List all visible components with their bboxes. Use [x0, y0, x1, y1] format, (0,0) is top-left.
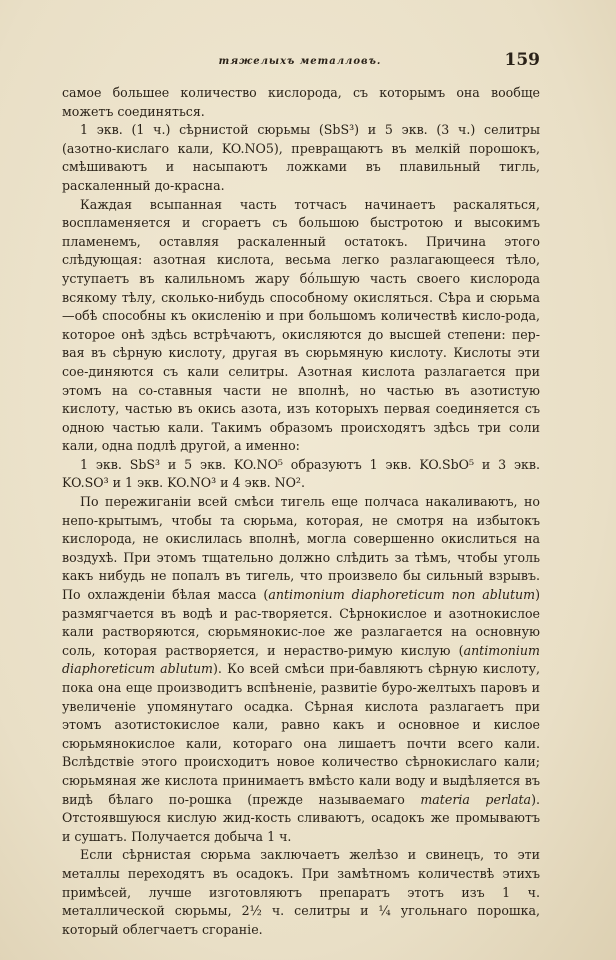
- paragraph: [62, 493, 540, 846]
- body-text: [62, 84, 540, 939]
- paragraph: [62, 121, 540, 195]
- paragraph-text: ). Отстоявшуюся кислую жид-кость сливаютъ, осадокъ же промываютъ и сушатъ. Получается добыча 1 ч.: [62, 791, 540, 844]
- paragraph: [62, 84, 540, 121]
- latin-term: antimonium diaphoreticum non ablutum: [268, 587, 536, 603]
- paragraph-text: Если сѣрнистая сюрьма заключаетъ желѣзо и свинецъ, то эти металлы переходятъ въ осадокъ. При замѣтномъ количествѣ этихъ примѣсей, лучше изготовляютъ препаратъ этотъ изъ 1 ч. металлической сюрьмы, 2½ ч. селитры и ¼ угольнаго порошка, который облегчаетъ сгораніе.: [62, 847, 540, 937]
- paragraph-text: ) размягчается въ водѣ и рас-творяется. Сѣрнокислое и азотнокислое кали растворяются, сюрьмянокис-лое же разлагается на основную соль, которая растворяется, и нераство-римую кислую (: [62, 587, 540, 658]
- paragraph: [62, 196, 540, 456]
- paragraph-text: Каждая всыпанная часть тотчасъ начинаетъ раскаляться, воспламеняется и сгораетъ съ большою быстротою и высокимъ пламенемъ, оставляя раскаленный остатокъ. Причина этого слѣдующая: азотная кислота, весьма легко разлагающееся тѣло, уступаетъ въ калильномъ жару бóльшую часть своего кислорода всякому тѣлу, сколько-нибудь способному окисляться. Сѣра и сюрьма—обѣ способны къ окисленію и при большомъ количествѣ кисло-рода, которое онѣ здѣсь встрѣчаютъ, окисляются до высшей степени: пер-вая въ сѣрную кислоту, другая въ сюрьмяную кислоту. Кислоты эти сое-диняются съ кали селитры. Азотная кислота разлагается при этомъ на со-ставныя части не вполнѣ, но частью въ азотистую кислоту, частью въ окись азота, изъ которыхъ первая соединяется съ одною частью кали. Такимъ образомъ происходятъ здѣсь три соли кали, одна подлѣ другой, а именно:: [62, 196, 540, 454]
- paragraph-text: самое большее количество кислорода, съ которымъ она вообще можетъ соединяться.: [62, 85, 540, 119]
- latin-term: antimonium diaphoreticum ablutum: [62, 642, 540, 677]
- latin-term: materia perlata: [420, 791, 532, 807]
- paragraph-text: По пережиганіи всей смѣси тигель еще полчаса накаливаютъ, но непо-крытымъ, чтобы та сюрьма, которая, не смотря на избытокъ кислорода, не окислилась вполнѣ, могла совершенно окислиться на воздухѣ. При этомъ тщательно должно слѣдить за тѣмъ, чтобы уголь какъ нибудь не попалъ въ тигель, что произвело бы сильный взрывъ. По охлажденіи бѣлая масса (: [62, 494, 540, 603]
- paragraph: [62, 846, 540, 939]
- page-number: 159: [504, 50, 540, 70]
- running-title: тяжелыхъ металловъ.: [218, 56, 382, 67]
- paragraph: [62, 456, 540, 493]
- paragraph-text: ). Ко всей смѣси при-бавляютъ сѣрную кислоту, пока она еще производитъ вспѣненіе, развитіе буро-желтыхъ паровъ и увеличеніе упомянутаго осадка. Сѣрная кислота разлагаетъ при этомъ азотистокислое кали, равно какъ и основное и кислое сюрьмянокислое кали, котораго она лишаетъ почти всего кали. Вслѣдствіе этого происходитъ новое количество сѣрнокислаго кали; сюрьмяная же кислота принимаетъ вмѣсто кали воду и выдѣляется въ видѣ бѣлаго по-рошка (прежде называемаго: [62, 661, 540, 807]
- paragraph-text: 1 экв. (1 ч.) сѣрнистой сюрьмы (SbS³) и 5 экв. (3 ч.) селитры (азотно-кислаго кали, KO.NO5), превращаютъ въ мелкій порошокъ, смѣшиваютъ и насыпаютъ ложками въ плавильный тигль, раскаленный до-красна.: [62, 122, 540, 193]
- page-header: [60, 50, 540, 72]
- paragraph-text: 1 экв. SbS³ и 5 экв. KO.NO⁵ образуютъ 1 экв. KO.SbO⁵ и 3 экв. KO.SO³ и 1 экв. KO.NO³ и 4 экв. NO².: [62, 456, 540, 491]
